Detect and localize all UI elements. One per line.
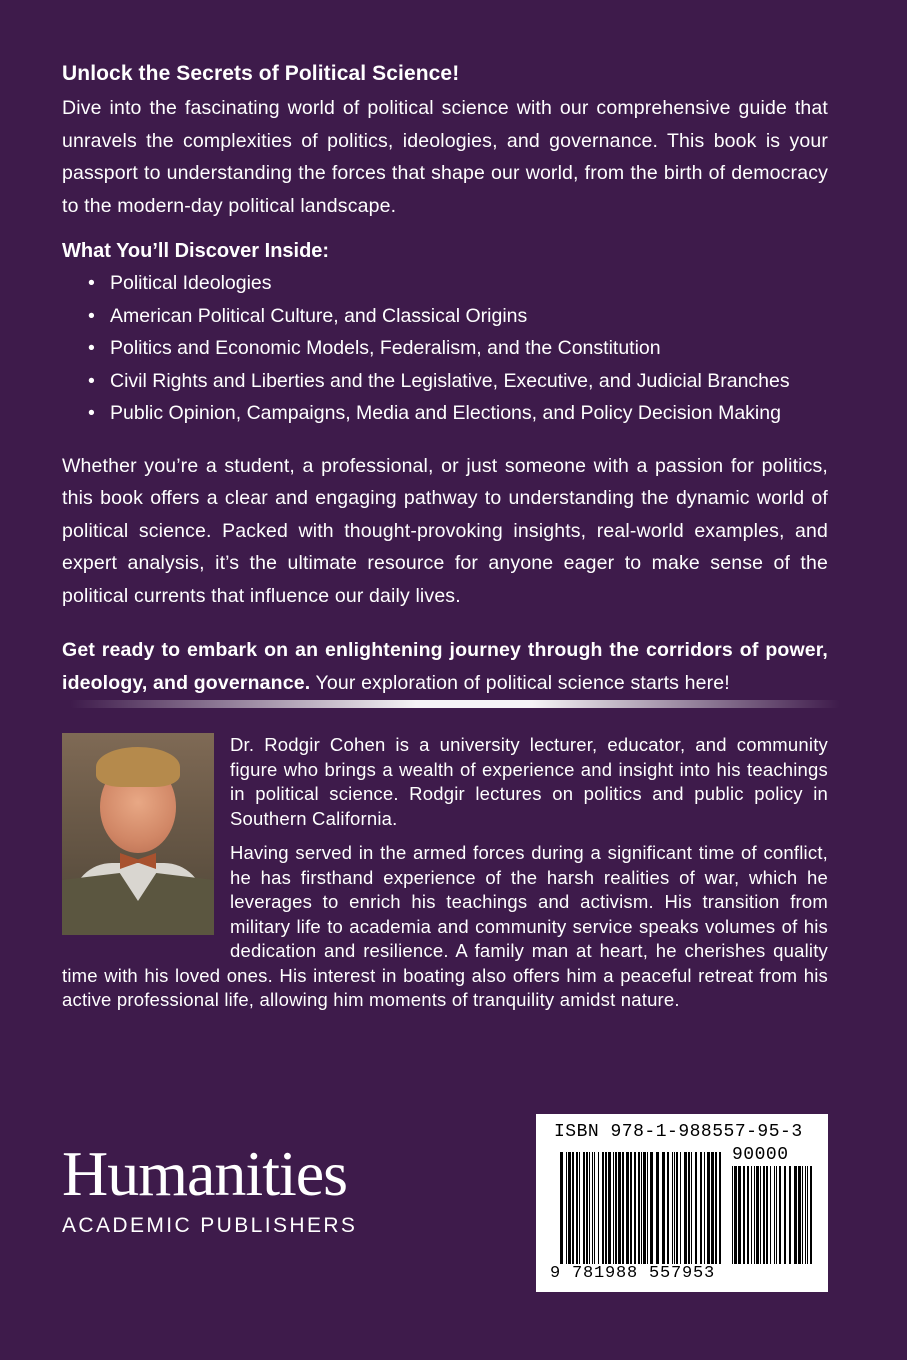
- list-item: [88, 267, 828, 300]
- list-item-text: Political Ideologies: [110, 272, 272, 294]
- barcode-bars: [560, 1152, 724, 1264]
- closing-text: Your exploration of political science starts here!: [310, 671, 730, 694]
- list-item: [88, 397, 828, 430]
- isbn-text: ISBN 978-1-988557-95-3: [554, 1122, 803, 1142]
- closing-bold-text: Get ready to embark on an enlightening journey through the corridors of power, ideology, and governance.: [62, 639, 828, 694]
- section-divider: [70, 700, 840, 708]
- list-item-text: Public Opinion, Campaigns, Media and Elections, and Policy Decision Making: [110, 402, 781, 424]
- price-code: 90000: [732, 1145, 789, 1165]
- discover-list: [62, 267, 828, 430]
- book-blurb: [62, 62, 828, 699]
- publisher-subtitle: ACADEMIC PUBLISHERS: [62, 1214, 358, 1237]
- barcode-digits: 9 781988 557953: [550, 1264, 716, 1283]
- addon-barcode-bars: [732, 1166, 812, 1264]
- bullet-icon: •: [88, 402, 95, 424]
- blurb-intro: Dive into the fascinating world of political science with our comprehensive guide that unravels the complexities of politics, ideologies, and governance. This book is your passport to understanding the forces that shape our world, from the birth of democracy to the modern-day political landscape.: [62, 97, 828, 217]
- bullet-icon: •: [88, 337, 95, 359]
- publisher-name: Humanities: [62, 1138, 348, 1209]
- bullet-icon: •: [88, 272, 95, 294]
- list-item-text: Politics and Economic Models, Federalism, and the Constitution: [110, 337, 661, 359]
- blurb-closing: [62, 634, 828, 699]
- discover-title: What You’ll Discover Inside:: [62, 240, 330, 262]
- bio-paragraph: Dr. Rodgir Cohen is a university lecturer, educator, and community figure who brings a wealth of experience and insight into his teachings in political science. Rodgir lectures on politics and public policy in Southern California.: [230, 734, 828, 829]
- isbn-barcode: [536, 1114, 828, 1292]
- bio-paragraph: Having served in the armed forces during a significant time of conflict, he has firsthand experience of the harsh realities of war, which he leverages to enrich his teachings and activism. His transition from military life to academia and community service speaks volumes of his dedication and resilience. A family man at heart, he cherishes quality time with his loved ones. His interest in boating also offers him a peaceful retreat from his active professional life, allowing him moments of tranquility amidst nature.: [62, 842, 828, 1010]
- blurb-paragraph: Whether you’re a student, a professional, or just someone with a passion for politics, this book offers a clear and engaging pathway to understanding the dynamic world of political science. Packed with thought-provoking insights, real-world examples, and expert analysis, it’s the ultimate resource for anyone eager to make sense of the political currents that influence our daily lives.: [62, 454, 828, 607]
- list-item: [88, 332, 828, 365]
- author-bio: [62, 733, 828, 1023]
- list-item: [88, 365, 828, 398]
- bullet-icon: •: [88, 369, 95, 392]
- list-item-text: Civil Rights and Liberties and the Legislative, Executive, and Judicial Branches: [110, 369, 790, 392]
- list-item: [88, 300, 828, 333]
- publisher-logo: [62, 1140, 357, 1238]
- blurb-headline: Unlock the Secrets of Political Science!: [62, 62, 460, 85]
- bullet-icon: •: [88, 304, 95, 327]
- list-item-text: American Political Culture, and Classical Origins: [110, 304, 528, 327]
